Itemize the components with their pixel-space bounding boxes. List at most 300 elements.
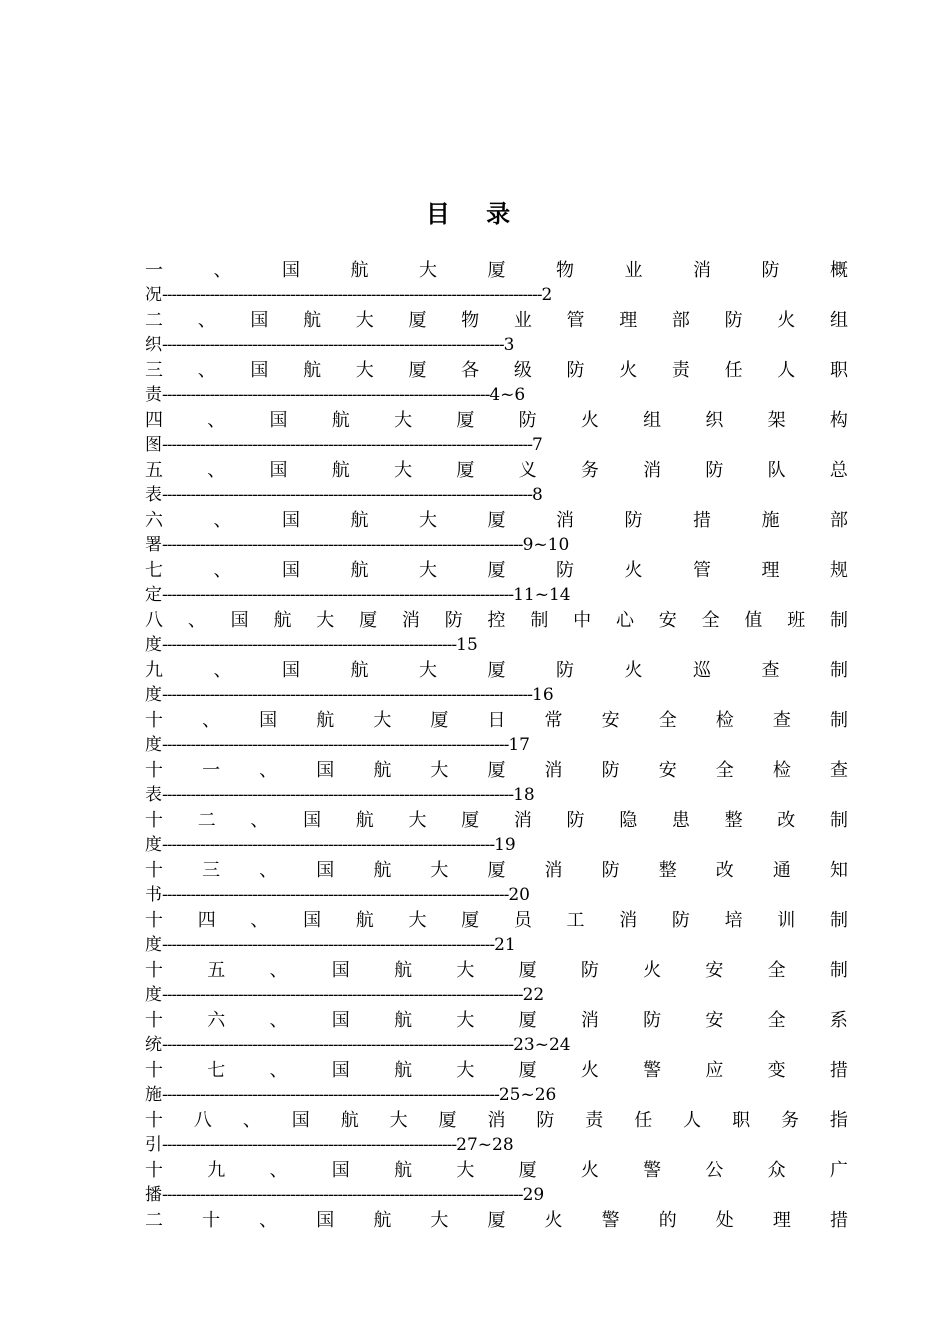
toc-title-last-char: 图 (145, 435, 162, 455)
toc-leader-dashes: -------------------------------------------------------------- (162, 1135, 457, 1155)
toc-title-char: 航 (373, 1210, 392, 1231)
toc-title-char: 任 (634, 1110, 653, 1131)
toc-entry-leader-line (145, 333, 848, 358)
toc-title-char: 六 (145, 510, 163, 531)
toc-title-char: 、 (197, 310, 216, 331)
toc-title-char: 日 (487, 710, 506, 731)
toc-title-char: 全 (715, 760, 734, 781)
toc-title-char: 十 (145, 1110, 163, 1131)
toc-title-char: 、 (213, 560, 232, 581)
toc-entry[interactable] (145, 1158, 848, 1208)
toc-title-char: 航 (355, 910, 374, 931)
toc-title-char: 火 (619, 360, 638, 381)
toc-title-char: 四 (197, 910, 216, 931)
toc-title-char: 大 (456, 1060, 475, 1081)
toc-title-char: 十 (202, 1210, 221, 1231)
toc-title-char: 、 (259, 1210, 278, 1231)
toc-leader-dashes: -------------------------------------------------------------- (162, 635, 457, 655)
toc-title-char: 五 (207, 960, 226, 981)
toc-page-number: 22 (522, 985, 545, 1005)
toc-page-number: 7 (532, 435, 543, 455)
toc-title-last-char: 度 (145, 735, 162, 755)
toc-title-char: 安 (658, 610, 677, 631)
toc-entry-title (145, 458, 848, 483)
toc-title-char: 部 (671, 310, 690, 331)
toc-title-char: 航 (303, 360, 322, 381)
toc-entry[interactable] (145, 658, 848, 708)
toc-title-char: 整 (658, 860, 677, 881)
toc-title-char: 措 (693, 510, 711, 531)
toc-title-char: 厦 (438, 1110, 457, 1131)
toc-entry-leader-line (145, 733, 848, 758)
toc-title-char: 理 (619, 310, 638, 331)
toc-title-char: 航 (350, 560, 369, 581)
toc-title-last-char: 引 (145, 1135, 162, 1155)
toc-page-number: 4~6 (489, 385, 526, 405)
toc-title-char: 消 (693, 260, 711, 281)
toc-title-char: 消 (401, 610, 420, 631)
toc-title-char: 航 (350, 510, 369, 531)
toc-title-char: 架 (767, 410, 786, 431)
toc-title-char: 指 (829, 1110, 848, 1131)
toc-title-char: 安 (705, 960, 724, 981)
toc-title-char: 改 (777, 810, 796, 831)
toc-title-char: 防 (705, 460, 724, 481)
toc-title-char: 国 (269, 460, 288, 481)
toc-title-char: 八 (193, 1110, 212, 1131)
toc-title-last-char: 度 (145, 685, 162, 705)
toc-page-number: 17 (508, 735, 530, 755)
toc-title-char: 中 (573, 610, 592, 631)
toc-title-char: 国 (259, 710, 278, 731)
toc-title-char: 十 (145, 810, 163, 831)
toc-title-char: 组 (829, 310, 848, 331)
toc-entry-title (145, 1208, 848, 1233)
toc-entry-title (145, 758, 848, 783)
toc-page-number: 27~28 (456, 1135, 514, 1155)
toc-title-char: 火 (643, 960, 662, 981)
toc-title-char: 航 (373, 760, 392, 781)
toc-title-char: 厦 (456, 410, 475, 431)
toc-title-char: 火 (624, 560, 643, 581)
toc-leader-dashes: ------------------------------------------------------------------------------ (162, 435, 533, 455)
toc-leader-dashes: ---------------------------------------------------------------------- (162, 935, 495, 955)
toc-title-char: 防 (643, 1010, 662, 1031)
toc-title-char: 、 (250, 910, 269, 931)
toc-title-char: 责 (585, 1110, 604, 1131)
toc-title-char: 航 (303, 310, 322, 331)
toc-entry[interactable] (145, 908, 848, 958)
toc-title-char: 警 (601, 1210, 620, 1231)
toc-title-char: 查 (829, 760, 848, 781)
toc-title-char: 厦 (487, 560, 506, 581)
toc-title-char: 处 (715, 1210, 734, 1231)
toc-title: 目 录 (425, 199, 525, 228)
toc-title-char: 改 (715, 860, 734, 881)
toc-title-char: 国 (331, 1010, 350, 1031)
toc-title-char: 国 (316, 860, 335, 881)
toc-title-char: 防 (536, 1110, 555, 1131)
toc-entry[interactable] (145, 1008, 848, 1058)
toc-title-char: 通 (772, 860, 791, 881)
toc-title-char: 、 (269, 1160, 288, 1181)
toc-title-char: 消 (513, 810, 532, 831)
toc-entry[interactable] (145, 358, 848, 408)
toc-title-char: 国 (250, 310, 269, 331)
toc-title-last-char: 织 (145, 335, 162, 355)
toc-title-char: 国 (282, 660, 300, 681)
toc-entry[interactable] (145, 308, 848, 358)
toc-page-number: 11~14 (513, 585, 571, 605)
toc-entry[interactable] (145, 958, 848, 1008)
toc-entry-leader-line (145, 833, 848, 858)
toc-title-char: 防 (624, 510, 643, 531)
toc-title-char: 厦 (461, 910, 480, 931)
toc-title-char: 消 (619, 910, 638, 931)
toc-entry-leader-line (145, 1183, 848, 1208)
toc-title-char: 大 (456, 1010, 475, 1031)
toc-title-char: 防 (724, 310, 743, 331)
toc-title-char: 大 (408, 910, 427, 931)
toc-entry-title (145, 708, 848, 733)
toc-entry-leader-line (145, 883, 848, 908)
toc-entry[interactable] (145, 708, 848, 758)
toc-entry-leader-line (145, 483, 848, 508)
toc-title-char: 国 (331, 960, 350, 981)
toc-title-char: 十 (145, 960, 163, 981)
toc-title-char: 制 (829, 960, 848, 981)
toc-title-char: 各 (461, 360, 480, 381)
toc-leader-dashes: ---------------------------------------------------------------------------- (162, 535, 523, 555)
toc-title-char: 防 (556, 560, 574, 581)
toc-title-char: 安 (601, 710, 620, 731)
toc-title-char: 国 (269, 410, 288, 431)
toc-title-char: 厦 (408, 310, 427, 331)
toc-entry-title (145, 1158, 848, 1183)
toc-page-number: 8 (532, 485, 543, 505)
toc-title-char: 厦 (487, 860, 506, 881)
toc-title-char: 防 (761, 260, 780, 281)
toc-entry-title (145, 1008, 848, 1033)
toc-entry[interactable] (145, 558, 848, 608)
toc-entry[interactable] (145, 408, 848, 458)
toc-title-char: 巡 (693, 660, 711, 681)
toc-title-char: 大 (394, 410, 413, 431)
toc-title-char: 、 (187, 610, 206, 631)
toc-title-char: 国 (282, 510, 300, 531)
toc-title-char: 职 (732, 1110, 751, 1131)
toc-title-last-char: 况 (145, 285, 162, 305)
toc-title-char: 大 (430, 860, 449, 881)
toc-entry-leader-line (145, 983, 848, 1008)
toc-entry-leader-line (145, 633, 848, 658)
toc-entry-title (145, 408, 848, 433)
toc-title-char: 十 (145, 710, 163, 731)
toc-title-char: 全 (767, 960, 786, 981)
toc-entry[interactable] (145, 758, 848, 808)
toc-title-char: 大 (430, 760, 449, 781)
toc-entry-title (145, 358, 848, 383)
toc-title-char: 、 (213, 260, 232, 281)
toc-title-char: 物 (461, 310, 480, 331)
toc-entry-title (145, 258, 848, 283)
toc-title-char: 职 (829, 360, 848, 381)
toc-title-char: 织 (705, 410, 724, 431)
toc-title-char: 航 (273, 610, 292, 631)
toc-title-char: 十 (145, 910, 163, 931)
toc-entry-title (145, 1108, 848, 1133)
toc-entry-title (145, 1058, 848, 1083)
toc-title-char: 防 (444, 610, 463, 631)
toc-entry-title (145, 508, 848, 533)
toc-entry[interactable] (145, 858, 848, 908)
toc-title-char: 全 (658, 710, 677, 731)
toc-title-char: 员 (513, 910, 532, 931)
toc-entry-leader-line (145, 933, 848, 958)
toc-title-char: 制 (829, 710, 848, 731)
toc-title-char: 防 (671, 910, 690, 931)
toc-entry-leader-line (145, 1083, 848, 1108)
toc-title-char: 大 (355, 310, 374, 331)
toc-title-char: 、 (202, 710, 221, 731)
toc-title-char: 值 (744, 610, 763, 631)
toc-title-char: 广 (829, 1160, 848, 1181)
toc-entry[interactable] (145, 608, 848, 658)
toc-leader-dashes: -------------------------------------------------------------------------- (162, 585, 514, 605)
toc-title-char: 变 (767, 1060, 786, 1081)
toc-title-char: 总 (829, 460, 848, 481)
toc-title-char: 制 (830, 660, 848, 681)
toc-title-last-char: 署 (145, 535, 162, 555)
toc-title-char: 、 (207, 460, 226, 481)
toc-title-char: 大 (430, 1210, 449, 1231)
toc-title-char: 防 (580, 960, 599, 981)
toc-title-char: 、 (213, 510, 232, 531)
toc-page-number: 19 (494, 835, 516, 855)
toc-title-char: 国 (230, 610, 249, 631)
toc-title-char: 十 (145, 1010, 163, 1031)
toc-title-char: 厦 (430, 710, 449, 731)
toc-title-char: 国 (303, 910, 322, 931)
toc-title-char: 十 (145, 860, 163, 881)
toc-page-number: 21 (494, 935, 516, 955)
toc-entry[interactable] (145, 1208, 848, 1258)
toc-title-char: 众 (767, 1160, 786, 1181)
toc-title-char: 规 (830, 560, 848, 581)
table-of-contents (145, 258, 848, 1258)
toc-title-char: 厦 (456, 460, 475, 481)
toc-title-char: 大 (373, 710, 392, 731)
toc-title-char: 厦 (518, 1160, 537, 1181)
toc-title-char: 防 (566, 810, 585, 831)
toc-title-char: 消 (544, 860, 563, 881)
toc-title-char: 管 (693, 560, 711, 581)
toc-title-char: 构 (829, 410, 848, 431)
toc-title-last-char: 定 (145, 585, 162, 605)
toc-title-char: 防 (566, 360, 585, 381)
toc-title-char: 十 (145, 1160, 163, 1181)
toc-title-char: 心 (615, 610, 634, 631)
toc-title-last-char: 统 (145, 1035, 162, 1055)
toc-entry-leader-line (145, 783, 848, 808)
toc-entry-title (145, 808, 848, 833)
toc-title-last-char: 播 (145, 1185, 162, 1205)
toc-title-char: 义 (518, 460, 537, 481)
toc-title-char: 警 (643, 1060, 662, 1081)
toc-entry-title (145, 308, 848, 333)
toc-title-char: 制 (829, 810, 848, 831)
toc-title-char: 航 (350, 660, 369, 681)
toc-title-last-char: 责 (145, 385, 162, 405)
toc-title-char: 七 (145, 560, 163, 581)
toc-leader-dashes: -------------------------------------------------------------------------------- (162, 285, 542, 305)
toc-title-char: 检 (772, 760, 791, 781)
toc-title-char: 厦 (461, 810, 480, 831)
toc-entry[interactable] (145, 1058, 848, 1108)
toc-leader-dashes: -------------------------------------------------------------------------- (162, 1035, 514, 1055)
toc-title-char: 、 (259, 760, 278, 781)
toc-title-char: 国 (303, 810, 322, 831)
toc-page-number: 20 (508, 885, 530, 905)
toc-title-char: 防 (518, 410, 537, 431)
toc-leader-dashes: --------------------------------------------------------------------- (162, 385, 490, 405)
toc-title-char: 大 (389, 1110, 408, 1131)
toc-title-char: 培 (724, 910, 743, 931)
toc-entry-title (145, 958, 848, 983)
toc-title-char: 警 (643, 1160, 662, 1181)
toc-entry-title (145, 608, 848, 633)
toc-title-char: 全 (701, 610, 720, 631)
toc-title-char: 二 (145, 310, 163, 331)
toc-title-char: 厦 (518, 960, 537, 981)
toc-entry-title (145, 558, 848, 583)
toc-title-char: 人 (777, 360, 796, 381)
toc-title-char: 一 (145, 260, 163, 281)
toc-title-char: 消 (544, 760, 563, 781)
toc-page-number: 25~26 (498, 1085, 557, 1105)
toc-title-char: 、 (269, 960, 288, 981)
toc-title-char: 整 (724, 810, 743, 831)
toc-title-char: 任 (724, 360, 743, 381)
toc-title-char: 责 (671, 360, 690, 381)
toc-title-char: 制 (830, 610, 848, 631)
toc-title-char: 航 (394, 1160, 413, 1181)
toc-title-char: 火 (580, 1060, 599, 1081)
toc-entry-leader-line (145, 383, 848, 408)
toc-title-char: 大 (456, 960, 475, 981)
toc-entry[interactable] (145, 1108, 848, 1158)
toc-title-char: 、 (207, 410, 226, 431)
toc-title-char: 国 (316, 1210, 335, 1231)
toc-title-char: 理 (761, 560, 780, 581)
toc-title-char: 九 (207, 1160, 226, 1181)
toc-title-char: 厦 (487, 260, 506, 281)
toc-page-number: 29 (522, 1185, 545, 1205)
toc-title-last-char: 度 (145, 985, 162, 1005)
toc-leader-dashes: ------------------------------------------------------------------------ (162, 335, 504, 355)
toc-page-number: 9~10 (522, 535, 570, 555)
toc-leader-dashes: ---------------------------------------------------------------------------- (162, 985, 523, 1005)
toc-title-char: 全 (767, 1010, 786, 1031)
toc-title-char: 查 (761, 660, 780, 681)
toc-entry[interactable] (145, 258, 848, 308)
toc-title-char: 大 (419, 560, 437, 581)
toc-entry[interactable] (145, 508, 848, 558)
toc-title-char: 队 (767, 460, 786, 481)
toc-title-char: 航 (355, 810, 374, 831)
toc-title-char: 国 (282, 560, 300, 581)
toc-page-number: 3 (503, 335, 515, 355)
toc-title-char: 大 (316, 610, 335, 631)
toc-entry[interactable] (145, 458, 848, 508)
toc-title-char: 三 (202, 860, 221, 881)
toc-title-char: 施 (761, 510, 780, 531)
toc-entry-title (145, 858, 848, 883)
toc-title-char: 概 (830, 260, 848, 281)
toc-title-char: 国 (331, 1160, 350, 1181)
toc-title-last-char: 施 (145, 1085, 162, 1105)
toc-title-char: 大 (419, 510, 437, 531)
toc-leader-dashes: -------------------------------------------------------------------------- (162, 785, 514, 805)
toc-title-char: 制 (530, 610, 549, 631)
toc-title-char: 航 (331, 410, 350, 431)
toc-title-char: 消 (487, 1110, 506, 1131)
toc-entry-leader-line (145, 683, 848, 708)
toc-title-char: 航 (350, 260, 369, 281)
toc-title-char: 部 (830, 510, 848, 531)
toc-title-char: 、 (213, 660, 232, 681)
toc-title-char: 消 (556, 510, 574, 531)
toc-title-char: 航 (340, 1110, 359, 1131)
toc-page-number: 18 (513, 785, 535, 805)
toc-title-char: 理 (772, 1210, 791, 1231)
toc-title-char: 训 (777, 910, 796, 931)
toc-title-char: 厦 (487, 1210, 506, 1231)
toc-title-char: 措 (829, 1210, 848, 1231)
toc-title-char: 八 (145, 610, 163, 631)
toc-title-char: 火 (580, 1160, 599, 1181)
toc-leader-dashes: ------------------------------------------------------------------------- (162, 885, 509, 905)
toc-title-char: 国 (316, 760, 335, 781)
toc-title-char: 国 (250, 360, 269, 381)
toc-title-char: 防 (556, 660, 574, 681)
toc-entry[interactable] (145, 808, 848, 858)
toc-title-char: 大 (408, 810, 427, 831)
toc-title-char: 措 (829, 1060, 848, 1081)
toc-title-char: 厦 (487, 510, 506, 531)
toc-title-char: 查 (772, 710, 791, 731)
toc-leader-dashes: ----------------------------------------------------------------------- (162, 1085, 499, 1105)
toc-title-char: 航 (394, 1010, 413, 1031)
toc-title-char: 大 (419, 660, 437, 681)
toc-title-char: 、 (269, 1010, 288, 1031)
toc-entry-title (145, 658, 848, 683)
toc-leader-dashes: ---------------------------------------------------------------------- (162, 835, 495, 855)
toc-title-last-char: 度 (145, 635, 162, 655)
toc-title-char: 十 (145, 760, 163, 781)
toc-title-char: 三 (145, 360, 163, 381)
toc-entry-title (145, 908, 848, 933)
toc-title-char: 航 (394, 1060, 413, 1081)
toc-page-number: 15 (456, 635, 478, 655)
toc-title-char: 一 (202, 760, 221, 781)
toc-entry-leader-line (145, 533, 848, 558)
toc-title-char: 管 (566, 310, 585, 331)
toc-title-char: 、 (250, 810, 269, 831)
toc-title-char: 四 (145, 410, 163, 431)
toc-title-char: 二 (145, 1210, 163, 1231)
toc-title-char: 火 (624, 660, 643, 681)
